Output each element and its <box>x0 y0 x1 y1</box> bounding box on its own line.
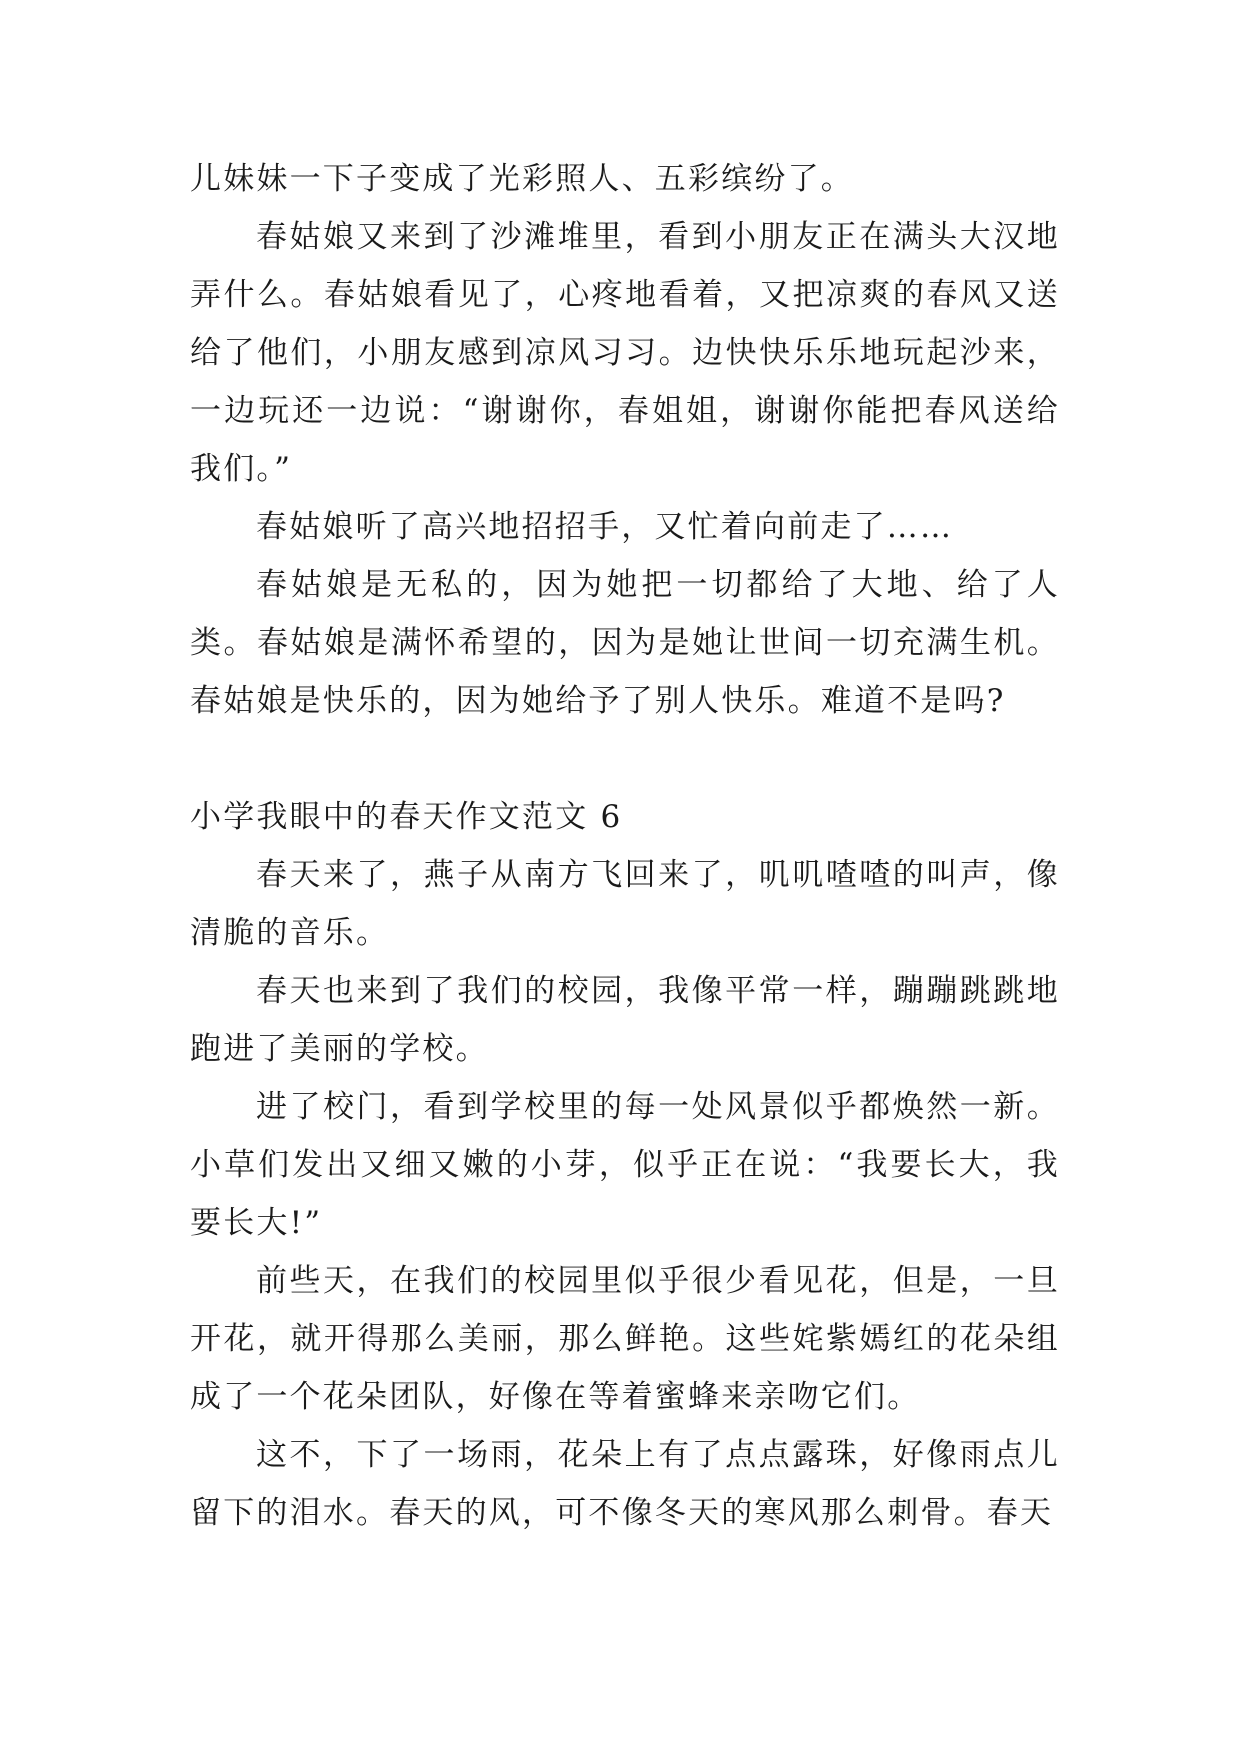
paragraph: 春姑娘是无私的，因为她把一切都给了大地、给了人类。春姑娘是满怀希望的，因为是她让世间一切充满生机。春姑娘是快乐的，因为她给予了别人快乐。难道不是吗? <box>190 567 1060 719</box>
paragraph: 前些天，在我们的校园里似乎很少看见花，但是，一旦开花，就开得那么美丽，那么鲜艳。这些姹紫嫣红的花朵组成了一个花朵团队，好像在等着蜜蜂来亲吻它们。 <box>190 1263 1060 1415</box>
paragraph: 进了校门，看到学校里的每一处风景似乎都焕然一新。小草们发出又细又嫩的小芽，似乎正在说：“我要长大，我要长大!” <box>190 1089 1060 1241</box>
document-body <box>190 150 1060 1542</box>
paragraph: 春姑娘听了高兴地招招手，又忙着向前走了…… <box>256 509 954 545</box>
paragraph: 这不，下了一场雨，花朵上有了点点露珠，好像雨点儿留下的泪水。春天的风，可不像冬天的寒风那么刺骨。春天 <box>190 1437 1060 1531</box>
paragraph: 儿妹妹一下子变成了光彩照人、五彩缤纷了。 <box>190 161 854 197</box>
paragraph: 春姑娘又来到了沙滩堆里，看到小朋友正在满头大汉地弄什么。春姑娘看见了，心疼地看着，又把凉爽的春风又送给了他们，小朋友感到凉风习习。边快快乐乐地玩起沙来，一边玩还一边说：“谢谢你，春姐姐，谢谢你能把春风送给我们。” <box>190 219 1060 487</box>
section-title: 小学我眼中的春天作文范文 6 <box>190 799 623 835</box>
paragraph: 春天也来到了我们的校园，我像平常一样，蹦蹦跳跳地跑进了美丽的学校。 <box>190 973 1060 1067</box>
paragraph: 春天来了，燕子从南方飞回来了，叽叽喳喳的叫声，像清脆的音乐。 <box>190 857 1060 951</box>
